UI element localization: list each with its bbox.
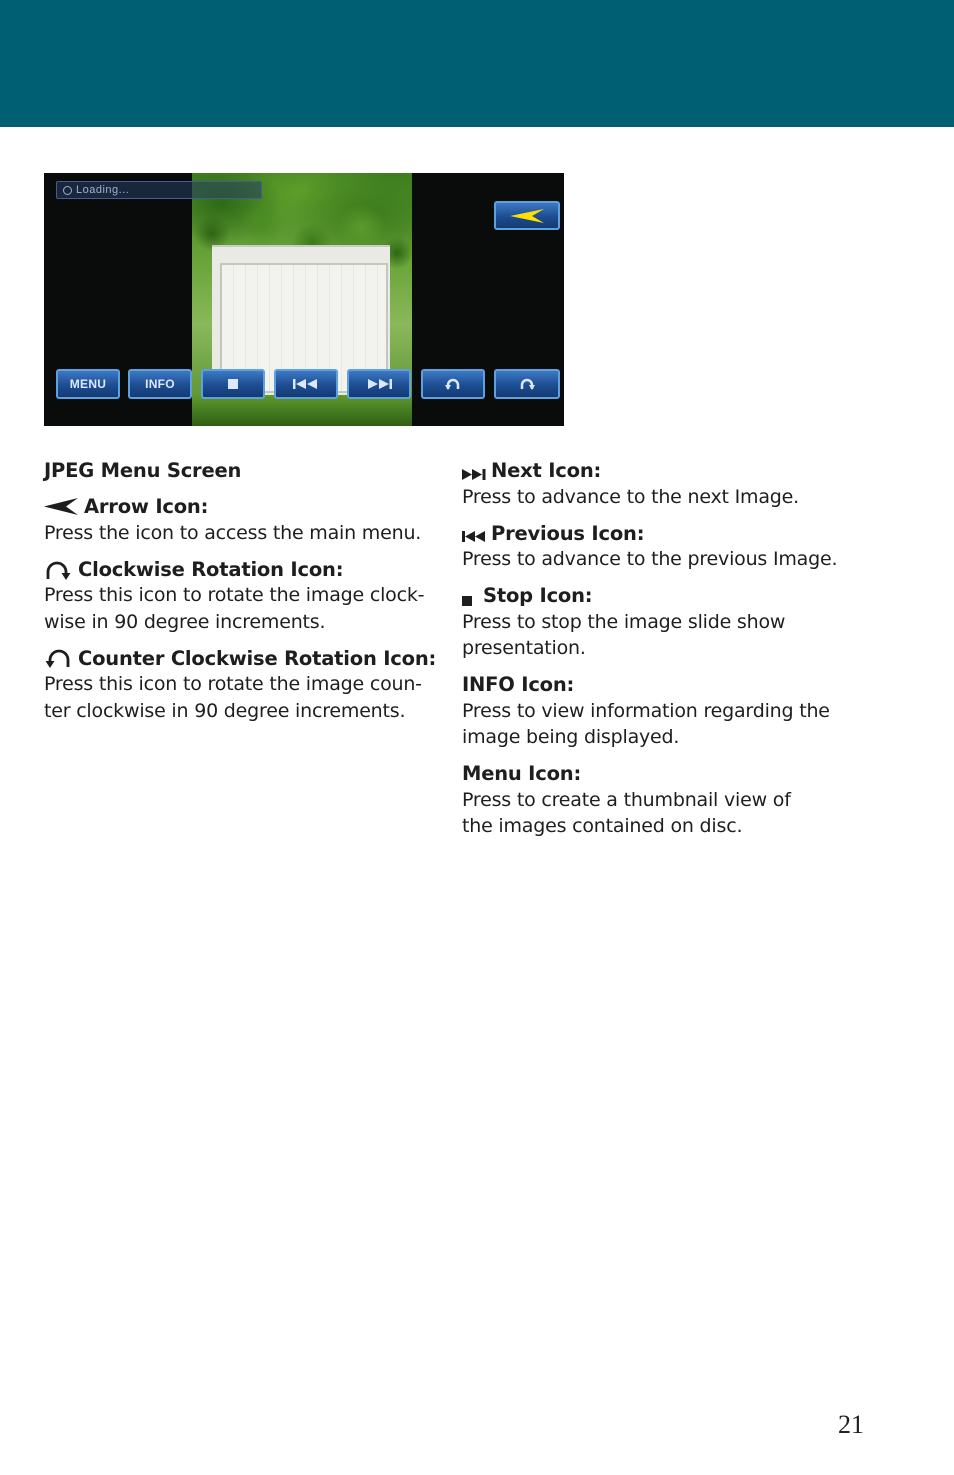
ccw-icon-desc-1: Press this icon to rotate the image coun- (44, 673, 422, 695)
back-arrow-button[interactable] (494, 201, 560, 230)
loading-text: Loading... (76, 184, 130, 196)
arrow-icon-heading: Arrow Icon: (84, 495, 209, 518)
stop-icon (462, 596, 472, 606)
counter-clockwise-rotation-icon (444, 377, 462, 391)
info-icon-desc-1: Press to view information regarding the (462, 700, 830, 722)
info-icon-desc-2: image being displayed. (462, 726, 680, 748)
ccw-icon-heading: Counter Clockwise Rotation Icon: (78, 647, 437, 670)
stop-icon-desc-2: presentation. (462, 637, 586, 659)
counter-clockwise-button[interactable] (421, 369, 485, 399)
previous-icon-desc-1: Press to advance to the previous Image. (462, 548, 838, 570)
menu-button[interactable] (56, 369, 120, 399)
arrow-left-icon (44, 498, 78, 515)
ccw-icon-desc-2: ter clockwise in 90 degree increments. (44, 700, 406, 722)
arrow-icon-desc-1: Press the icon to access the main menu. (44, 522, 422, 544)
clockwise-rotation-icon (44, 560, 72, 581)
info-icon-heading: INFO Icon: (462, 673, 575, 696)
clockwise-button[interactable] (494, 369, 560, 399)
jpeg-menu-screenshot (44, 173, 564, 426)
menu-icon-desc-2: the images contained on disc. (462, 815, 743, 837)
cw-icon-desc-1: Press this icon to rotate the image clock- (44, 584, 425, 606)
stop-icon (228, 379, 238, 389)
counter-clockwise-rotation-icon (44, 648, 72, 669)
clockwise-rotation-icon (518, 377, 536, 391)
next-icon (366, 379, 392, 389)
page-number: 21 (838, 1410, 864, 1439)
menu-icon-heading: Menu Icon: (462, 762, 582, 785)
previous-icon-heading: Previous Icon: (491, 522, 645, 545)
section-title: JPEG Menu Screen (44, 459, 242, 482)
menu-button-label: MENU (69, 377, 107, 391)
previous-icon (462, 531, 486, 542)
previous-button[interactable] (274, 369, 338, 399)
next-button[interactable] (347, 369, 411, 399)
stop-button[interactable] (201, 369, 265, 399)
next-icon (462, 469, 486, 480)
grass (192, 395, 412, 426)
loading-bar (56, 181, 262, 199)
stop-icon-heading: Stop Icon: (483, 584, 593, 607)
next-icon-desc-1: Press to advance to the next Image. (462, 486, 799, 508)
previous-icon (293, 379, 319, 389)
header-band (0, 0, 954, 127)
arrow-left-icon (510, 209, 544, 223)
cw-icon-heading: Clockwise Rotation Icon: (78, 558, 344, 581)
stop-icon-desc-1: Press to stop the image slide show (462, 611, 786, 633)
next-icon-heading: Next Icon: (491, 459, 602, 482)
info-button[interactable] (128, 369, 192, 399)
info-button-label: INFO (145, 377, 175, 391)
clock-icon (63, 186, 72, 195)
menu-icon-desc-1: Press to create a thumbnail view of (462, 789, 791, 811)
cw-icon-desc-2: wise in 90 degree increments. (44, 611, 326, 633)
